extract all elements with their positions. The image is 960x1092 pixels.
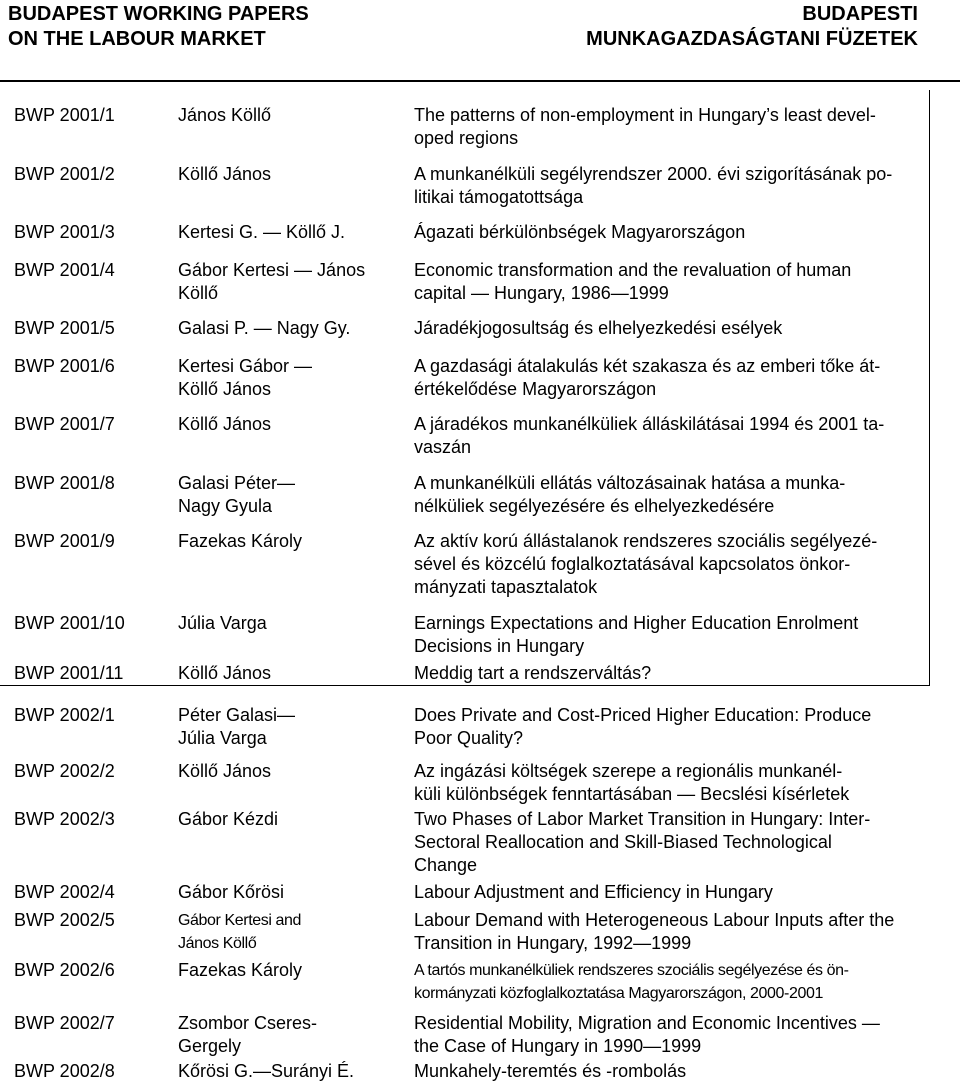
paper-code: BWP 2001/8 [14,473,115,493]
paper-code: BWP 2001/10 [14,613,125,633]
paper-author: János Köllő [178,105,272,125]
series-title-hu-line-1: BUDAPESTI [802,3,918,25]
paper-author: Júlia Varga [178,613,267,633]
paper-title: Meddig tart a rendszerváltás? [414,663,652,683]
paper-author: Zsombor Cseres- Gergely [178,1013,318,1056]
paper-title: Earnings Expectations and Higher Education Enrolment Decisions in Hungary [414,613,859,656]
series-title-english [8,2,309,52]
paper-code: BWP 2002/7 [14,1013,115,1033]
paper-author: Gábor Kőrösi [178,882,285,902]
paper-title: Az aktív korú állástalanok rendszeres szociális segélyezé- sével és közcélú foglalkoztatásával kapcsolatos önkor- mányzati tapasztalatok [414,531,878,597]
paper-code: BWP 2001/1 [14,105,115,125]
paper-title: Two Phases of Labor Market Transition in Hungary: Inter- Sectoral Reallocation and Skill-Biased Technological Change [414,809,871,875]
paper-title: Labour Adjustment and Efficiency in Hungary [414,882,773,902]
paper-author: Köllő János [178,761,272,781]
paper-code: BWP 2001/6 [14,356,115,376]
year-2001-vertical-rule [929,90,930,686]
paper-author: Kertesi Gábor — Köllő János [178,356,313,399]
paper-author: Gábor Kertesi and János Köllő [178,912,302,952]
series-title-line-2: ON THE LABOUR MARKET [8,28,266,50]
paper-code: BWP 2002/8 [14,1061,115,1081]
paper-author: Fazekas Károly [178,531,303,551]
paper-code: BWP 2002/4 [14,882,115,902]
paper-author: Fazekas Károly [178,960,303,980]
paper-title: Munkahely-teremtés és -rombolás [414,1061,687,1081]
paper-code: BWP 2002/3 [14,809,115,829]
series-title-hu-line-2: MUNKAGAZDASÁGTANI FÜZETEK [586,28,918,50]
series-title-line-1: BUDAPEST WORKING PAPERS [8,3,309,25]
paper-title: A munkanélküli segélyrendszer 2000. évi szigorításának po- litikai támogatottsága [414,164,893,207]
paper-title: A tartós munkanélküliek rendszeres szociális segélyezése és ön- kormányzati közfoglalkoztatása Magyarországon, 2000-2001 [414,962,849,1002]
paper-title: Residential Mobility, Migration and Economic Incentives — the Case of Hungary in 1990—1999 [414,1013,880,1056]
paper-author: Péter Galasi— Júlia Varga [178,705,296,748]
paper-title: A járadékos munkanélküliek álláskilátásai 1994 és 2001 ta- vaszán [414,414,885,457]
paper-author: Galasi P. — Nagy Gy. [178,318,351,338]
paper-title: Labour Demand with Heterogeneous Labour Inputs after the Transition in Hungary, 1992—1999 [414,910,895,953]
paper-author: Kőrösi G.—Surányi É. [178,1061,355,1081]
paper-title: A munkanélküli ellátás változásainak hatása a munka- nélküliek segélyezésére és elhelyezkedésére [414,473,846,516]
paper-title: Economic transformation and the revaluation of human capital — Hungary, 1986—1999 [414,260,852,303]
header-rule [0,80,960,82]
paper-author: Köllő János [178,164,272,184]
paper-code: BWP 2001/3 [14,222,115,242]
paper-title: The patterns of non-employment in Hungary’s least devel- oped regions [414,105,876,148]
paper-code: BWP 2001/9 [14,531,115,551]
paper-author: Kertesi G. — Köllő J. [178,222,346,242]
paper-code: BWP 2002/2 [14,761,115,781]
paper-code: BWP 2002/1 [14,705,115,725]
paper-code: BWP 2001/11 [14,663,124,683]
paper-code: BWP 2002/5 [14,910,115,930]
paper-author: Gábor Kézdi [178,809,279,829]
paper-code: BWP 2001/5 [14,318,115,338]
paper-code: BWP 2001/4 [14,260,115,280]
paper-title: Ágazati bérkülönbségek Magyarországon [414,222,746,242]
paper-author: Köllő János [178,663,272,683]
paper-title: Az ingázási költségek szerepe a regionális munkanél- küli különbségek fenntartásában — Becslési kísérletek [414,761,850,804]
paper-code: BWP 2002/6 [14,960,115,980]
paper-title: Does Private and Cost-Priced Higher Education: Produce Poor Quality? [414,705,872,748]
series-title-hungarian [586,2,918,52]
paper-title: Járadékjogosultság és elhelyezkedési esélyek [414,318,783,338]
paper-author: Gábor Kertesi — János Köllő [178,260,366,303]
paper-author: Galasi Péter— Nagy Gyula [178,473,296,516]
year-separator-rule [0,685,930,686]
paper-code: BWP 2001/2 [14,164,115,184]
paper-author: Köllő János [178,414,272,434]
paper-code: BWP 2001/7 [14,414,115,434]
paper-title: A gazdasági átalakulás két szakasza és az emberi tőke át- értékelődése Magyarországon [414,356,881,399]
